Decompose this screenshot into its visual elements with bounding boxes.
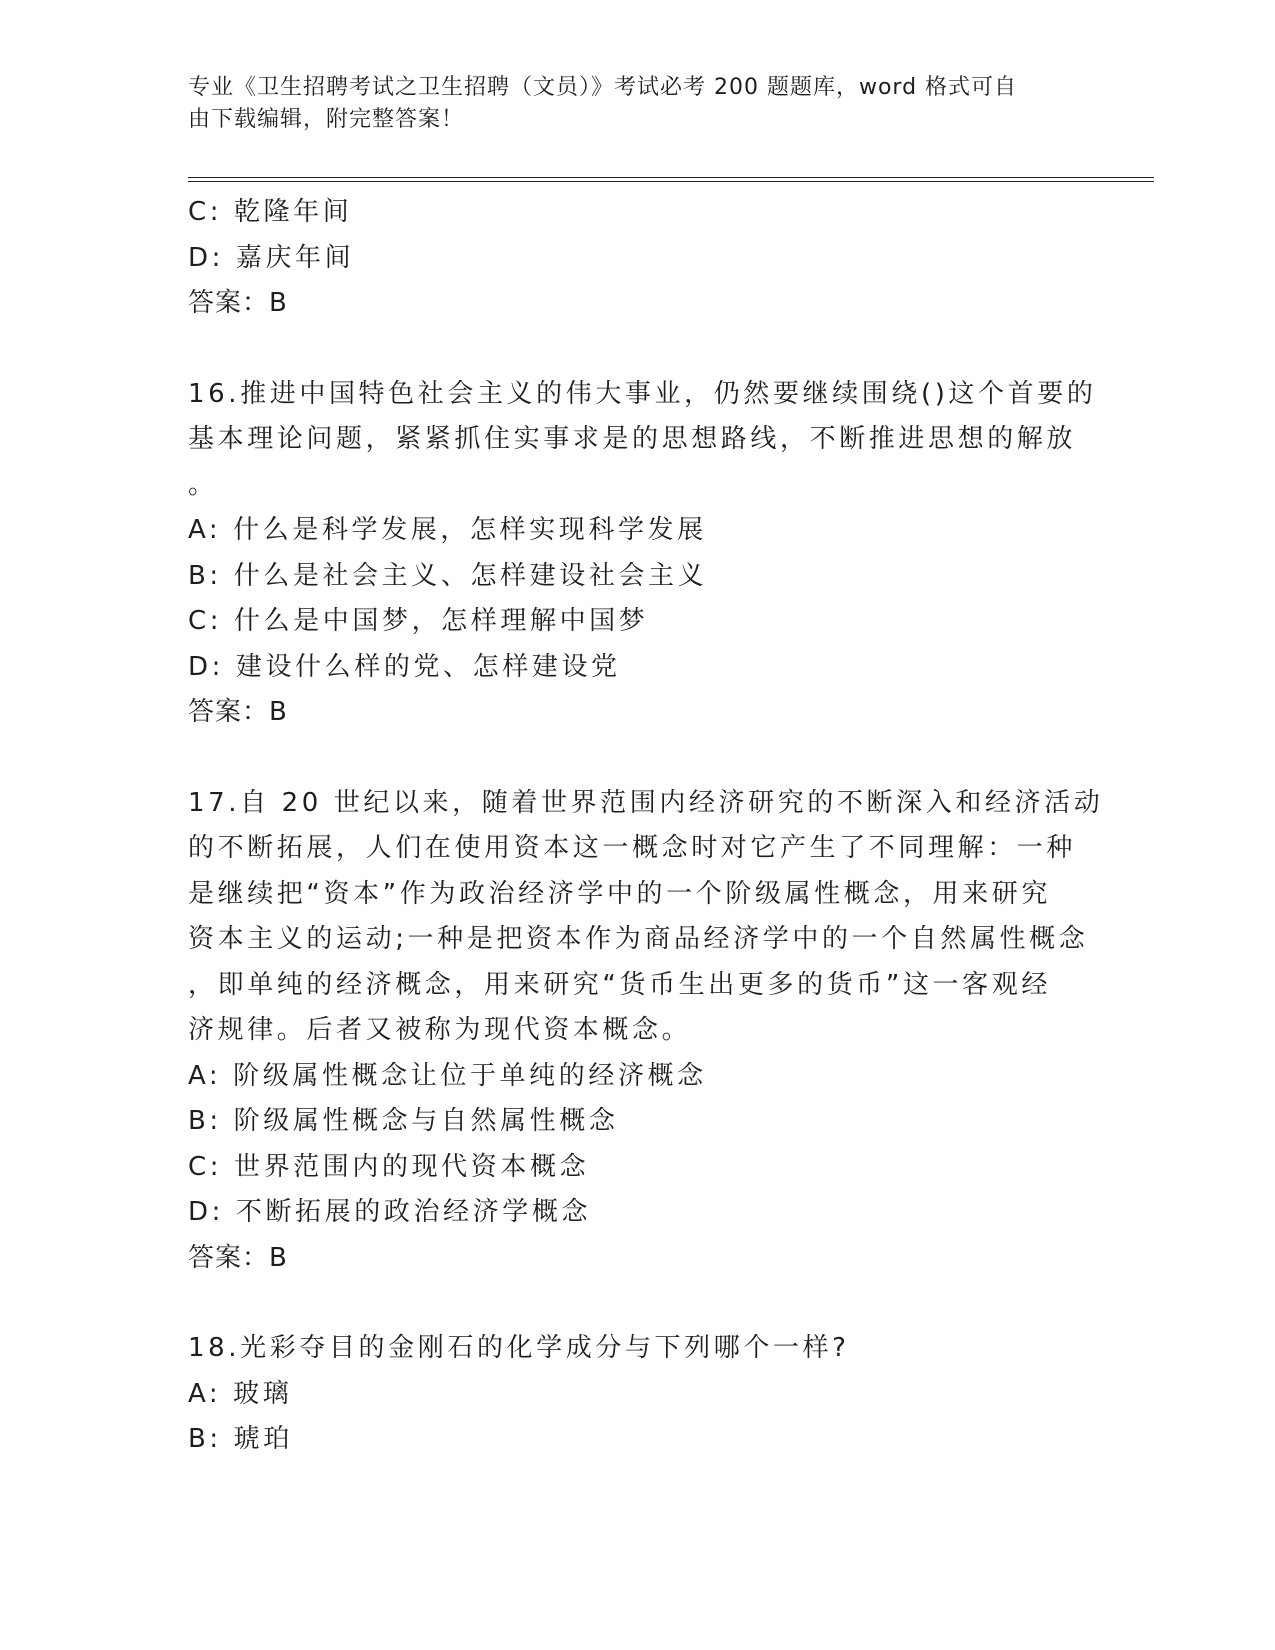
option-a: A: 什么是科学发展，怎样实现科学发展 xyxy=(188,515,707,545)
answer-line: 答案：B xyxy=(188,1242,288,1273)
document-header xyxy=(188,72,1068,136)
question-15-continued xyxy=(188,190,1088,327)
question-stem-line: 的不断拓展，人们在使用资本这一概念时对它产生了不同理解：一种 xyxy=(188,833,1077,863)
question-content xyxy=(188,190,1104,1463)
option-a: A: 玻璃 xyxy=(188,1378,293,1409)
answer-line: 答案：B xyxy=(188,697,288,727)
question-stem-line: 18.光彩夺目的金刚石的化学成分与下列哪个一样? xyxy=(188,1333,850,1363)
option-c: C: 乾隆年间 xyxy=(188,197,353,227)
header-rule-bottom xyxy=(188,181,1154,182)
option-a: A: 阶级属性概念让位于单纯的经济概念 xyxy=(188,1060,707,1091)
option-d: D: 嘉庆年间 xyxy=(188,242,355,273)
option-b: B: 琥珀 xyxy=(188,1424,293,1454)
option-b: B: 什么是社会主义、怎样建设社会主义 xyxy=(188,560,708,591)
option-d: D: 建设什么样的党、怎样建设党 xyxy=(188,651,621,682)
option-d: D: 不断拓展的政治经济学概念 xyxy=(188,1197,592,1227)
option-c: C: 什么是中国梦，怎样理解中国梦 xyxy=(188,606,649,636)
question-17 xyxy=(188,781,1104,1282)
question-18 xyxy=(188,1326,1088,1463)
question-stem-line: 是继续把“资本”作为政治经济学中的一个阶级属性概念，用来研究 xyxy=(188,878,1051,909)
question-stem-line: 17.自 20 世纪以来，随着世界范围内经济研究的不断深入和经济活动 xyxy=(188,787,1104,818)
question-stem-line: 资本主义的运动;一种是把资本作为商品经济学中的一个自然属性概念 xyxy=(188,924,1089,954)
header-line-2: 由下载编辑，附完整答案！ xyxy=(188,107,465,132)
question-stem-line: 。 xyxy=(188,469,218,500)
question-16 xyxy=(188,372,1097,736)
answer-line: 答案：B xyxy=(188,288,288,318)
option-c: C: 世界范围内的现代资本概念 xyxy=(188,1151,590,1182)
header-rule-top xyxy=(188,177,1154,178)
question-stem-line: 济规律。后者又被称为现代资本概念。 xyxy=(188,1015,692,1045)
option-b: B: 阶级属性概念与自然属性概念 xyxy=(188,1106,619,1136)
question-stem-line: 16.推进中国特色社会主义的伟大事业，仍然要继续围绕()这个首要的 xyxy=(188,378,1097,409)
question-stem-line: ，即单纯的经济概念，用来研究“货币生出更多的货币”这一客观经 xyxy=(188,969,1051,1000)
question-stem-line: 基本理论问题，紧紧抓住实事求是的思想路线，不断推进思想的解放 xyxy=(188,424,1077,454)
header-line-1: 专业《卫生招聘考试之卫生招聘（文员）》考试必考 200 题题库，word 格式可自 xyxy=(188,75,1018,100)
